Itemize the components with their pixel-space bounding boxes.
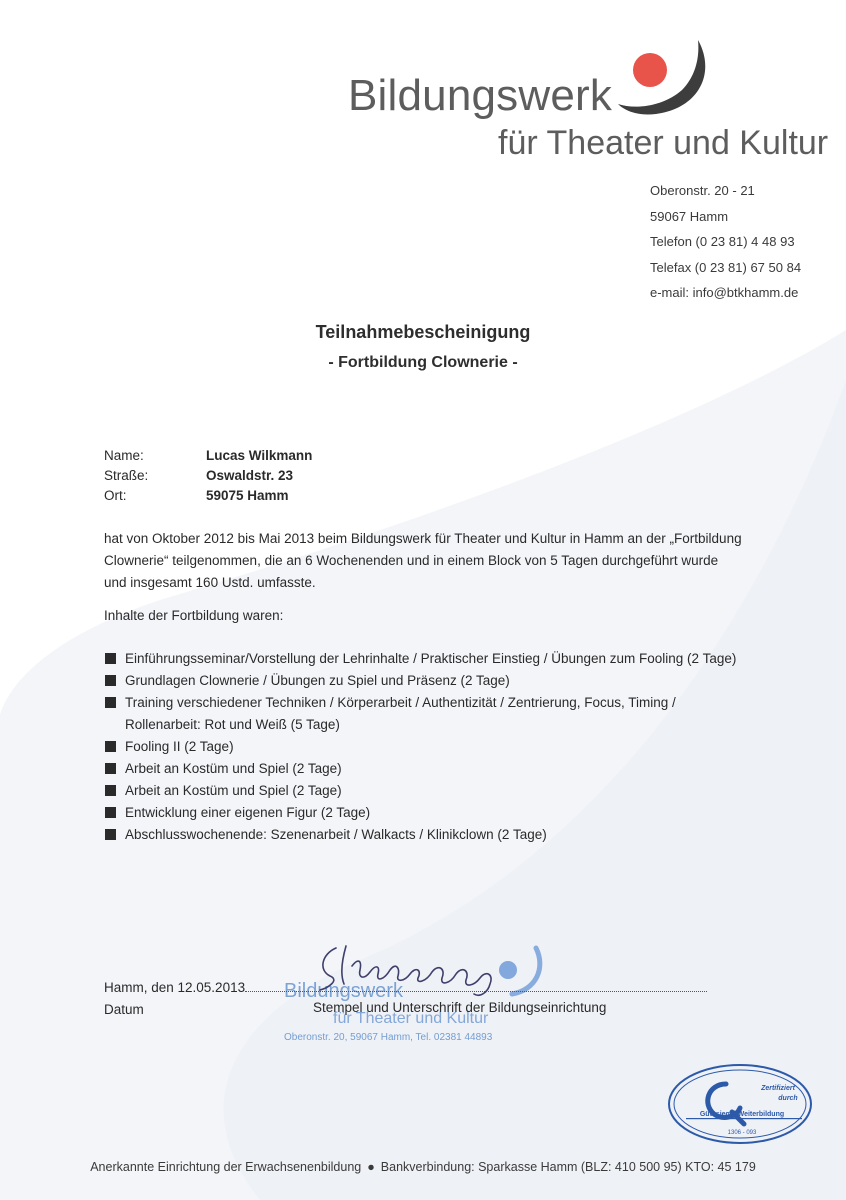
square-bullet-icon: [105, 785, 116, 796]
list-item: Grundlagen Clownerie / Übungen zu Spiel und Präsenz (2 Tage): [104, 670, 744, 692]
participation-paragraph: hat von Oktober 2012 bis Mai 2013 beim Bildungswerk für Theater und Kultur in Hamm an der „Fortbildung Clownerie“ teilgenommen, die an 6 Wochenenden und in einem Block von 5 Tagen durchgeführt wurde und insgesamt 160 Ustd. umfasste.: [104, 531, 742, 590]
logo-text-subtitle: für Theater und Kultur: [498, 124, 829, 162]
footer-recognition: Anerkannte Einrichtung der Erwachsenenbildung: [90, 1160, 362, 1174]
square-bullet-icon: [105, 741, 116, 752]
seal-line3: Gütesiegel Weiterbildung: [699, 1111, 785, 1118]
signer-caption: Stempel und Unterschrift der Bildungseinrichtung: [313, 1000, 607, 1015]
square-bullet-icon: [105, 653, 116, 664]
address-phone: Telefon (0 23 81) 4 48 93: [650, 234, 795, 249]
list-item: Einführungsseminar/Vorstellung der Lehrinhalte / Praktischer Einstieg / Übungen zum Fooling (2 Tage): [104, 648, 744, 670]
participant-city-row: [104, 486, 312, 506]
participant-name-row: [104, 446, 312, 466]
address-street: Oberonstr. 20 - 21: [650, 183, 755, 198]
square-bullet-icon: [105, 675, 116, 686]
footer: [0, 1160, 846, 1174]
list-item: Arbeit an Kostüm und Spiel (2 Tage): [104, 780, 744, 802]
square-bullet-icon: [105, 697, 116, 708]
list-item: Fooling II (2 Tage): [104, 736, 744, 758]
name-label: Name:: [104, 448, 144, 463]
participant-info: [104, 446, 312, 506]
list-item: Training verschiedener Techniken / Körperarbeit / Authentizität / Zentrierung, Focus, Timing / Rollenarbeit: Rot und Weiß (5 Tage): [104, 692, 744, 736]
quality-seal-icon: [666, 1062, 814, 1146]
participant-street: Oswaldstr. 23: [206, 468, 294, 483]
city-label: Ort:: [104, 488, 127, 503]
seal-number: 1306 - 093: [727, 1130, 757, 1136]
organization-address: [650, 178, 801, 306]
stamp-org-name: Bildungswerk: [284, 980, 403, 1002]
address-fax: Telefax (0 23 81) 67 50 84: [650, 259, 802, 275]
address-city: 59067 Hamm: [650, 208, 729, 224]
list-item: Abschlusswochenende: Szenenarbeit / Walkacts / Klinikclown (2 Tage): [104, 824, 744, 846]
document-subtitle: - Fortbildung Clownerie -: [328, 354, 518, 371]
logo-mark-icon: [600, 34, 730, 124]
address-email: e-mail: info@btkhamm.de: [650, 285, 799, 300]
stamp-address: Oberonstr. 20, 59067 Hamm, Tel. 02381 44893: [284, 1032, 493, 1043]
signature-line: [104, 980, 707, 995]
footer-separator: ●: [367, 1160, 375, 1174]
street-label: Straße:: [104, 468, 149, 483]
document-title: Teilnahmebescheinigung: [315, 322, 531, 342]
square-bullet-icon: [105, 763, 116, 774]
seal-line2: durch: [778, 1095, 798, 1102]
place-date: Hamm, den 12.05.2013: [104, 980, 246, 995]
participant-street-row: [104, 466, 312, 486]
footer-bank-details: Bankverbindung: Sparkasse Hamm (BLZ: 410 500 95) KTO: 45 179: [380, 1160, 756, 1174]
list-item: Entwicklung einer eigenen Figur (2 Tage): [104, 802, 744, 824]
dotted-line: [245, 981, 707, 992]
participant-name: Lucas Wilkmann: [206, 448, 313, 463]
square-bullet-icon: [105, 807, 116, 818]
stamp-org-subtitle: für Theater und Kultur: [333, 1010, 489, 1027]
contents-intro: Inhalte der Fortbildung waren:: [104, 608, 284, 623]
seal-line1: Zertifiziert: [761, 1085, 795, 1092]
participant-city: 59075 Hamm: [206, 488, 289, 503]
date-caption: Datum: [104, 1002, 144, 1017]
square-bullet-icon: [105, 829, 116, 840]
contents-list: [104, 648, 744, 846]
list-item: Arbeit an Kostüm und Spiel (2 Tage): [104, 758, 744, 780]
logo-text-bildungswerk: Bildungswerk: [348, 71, 613, 120]
